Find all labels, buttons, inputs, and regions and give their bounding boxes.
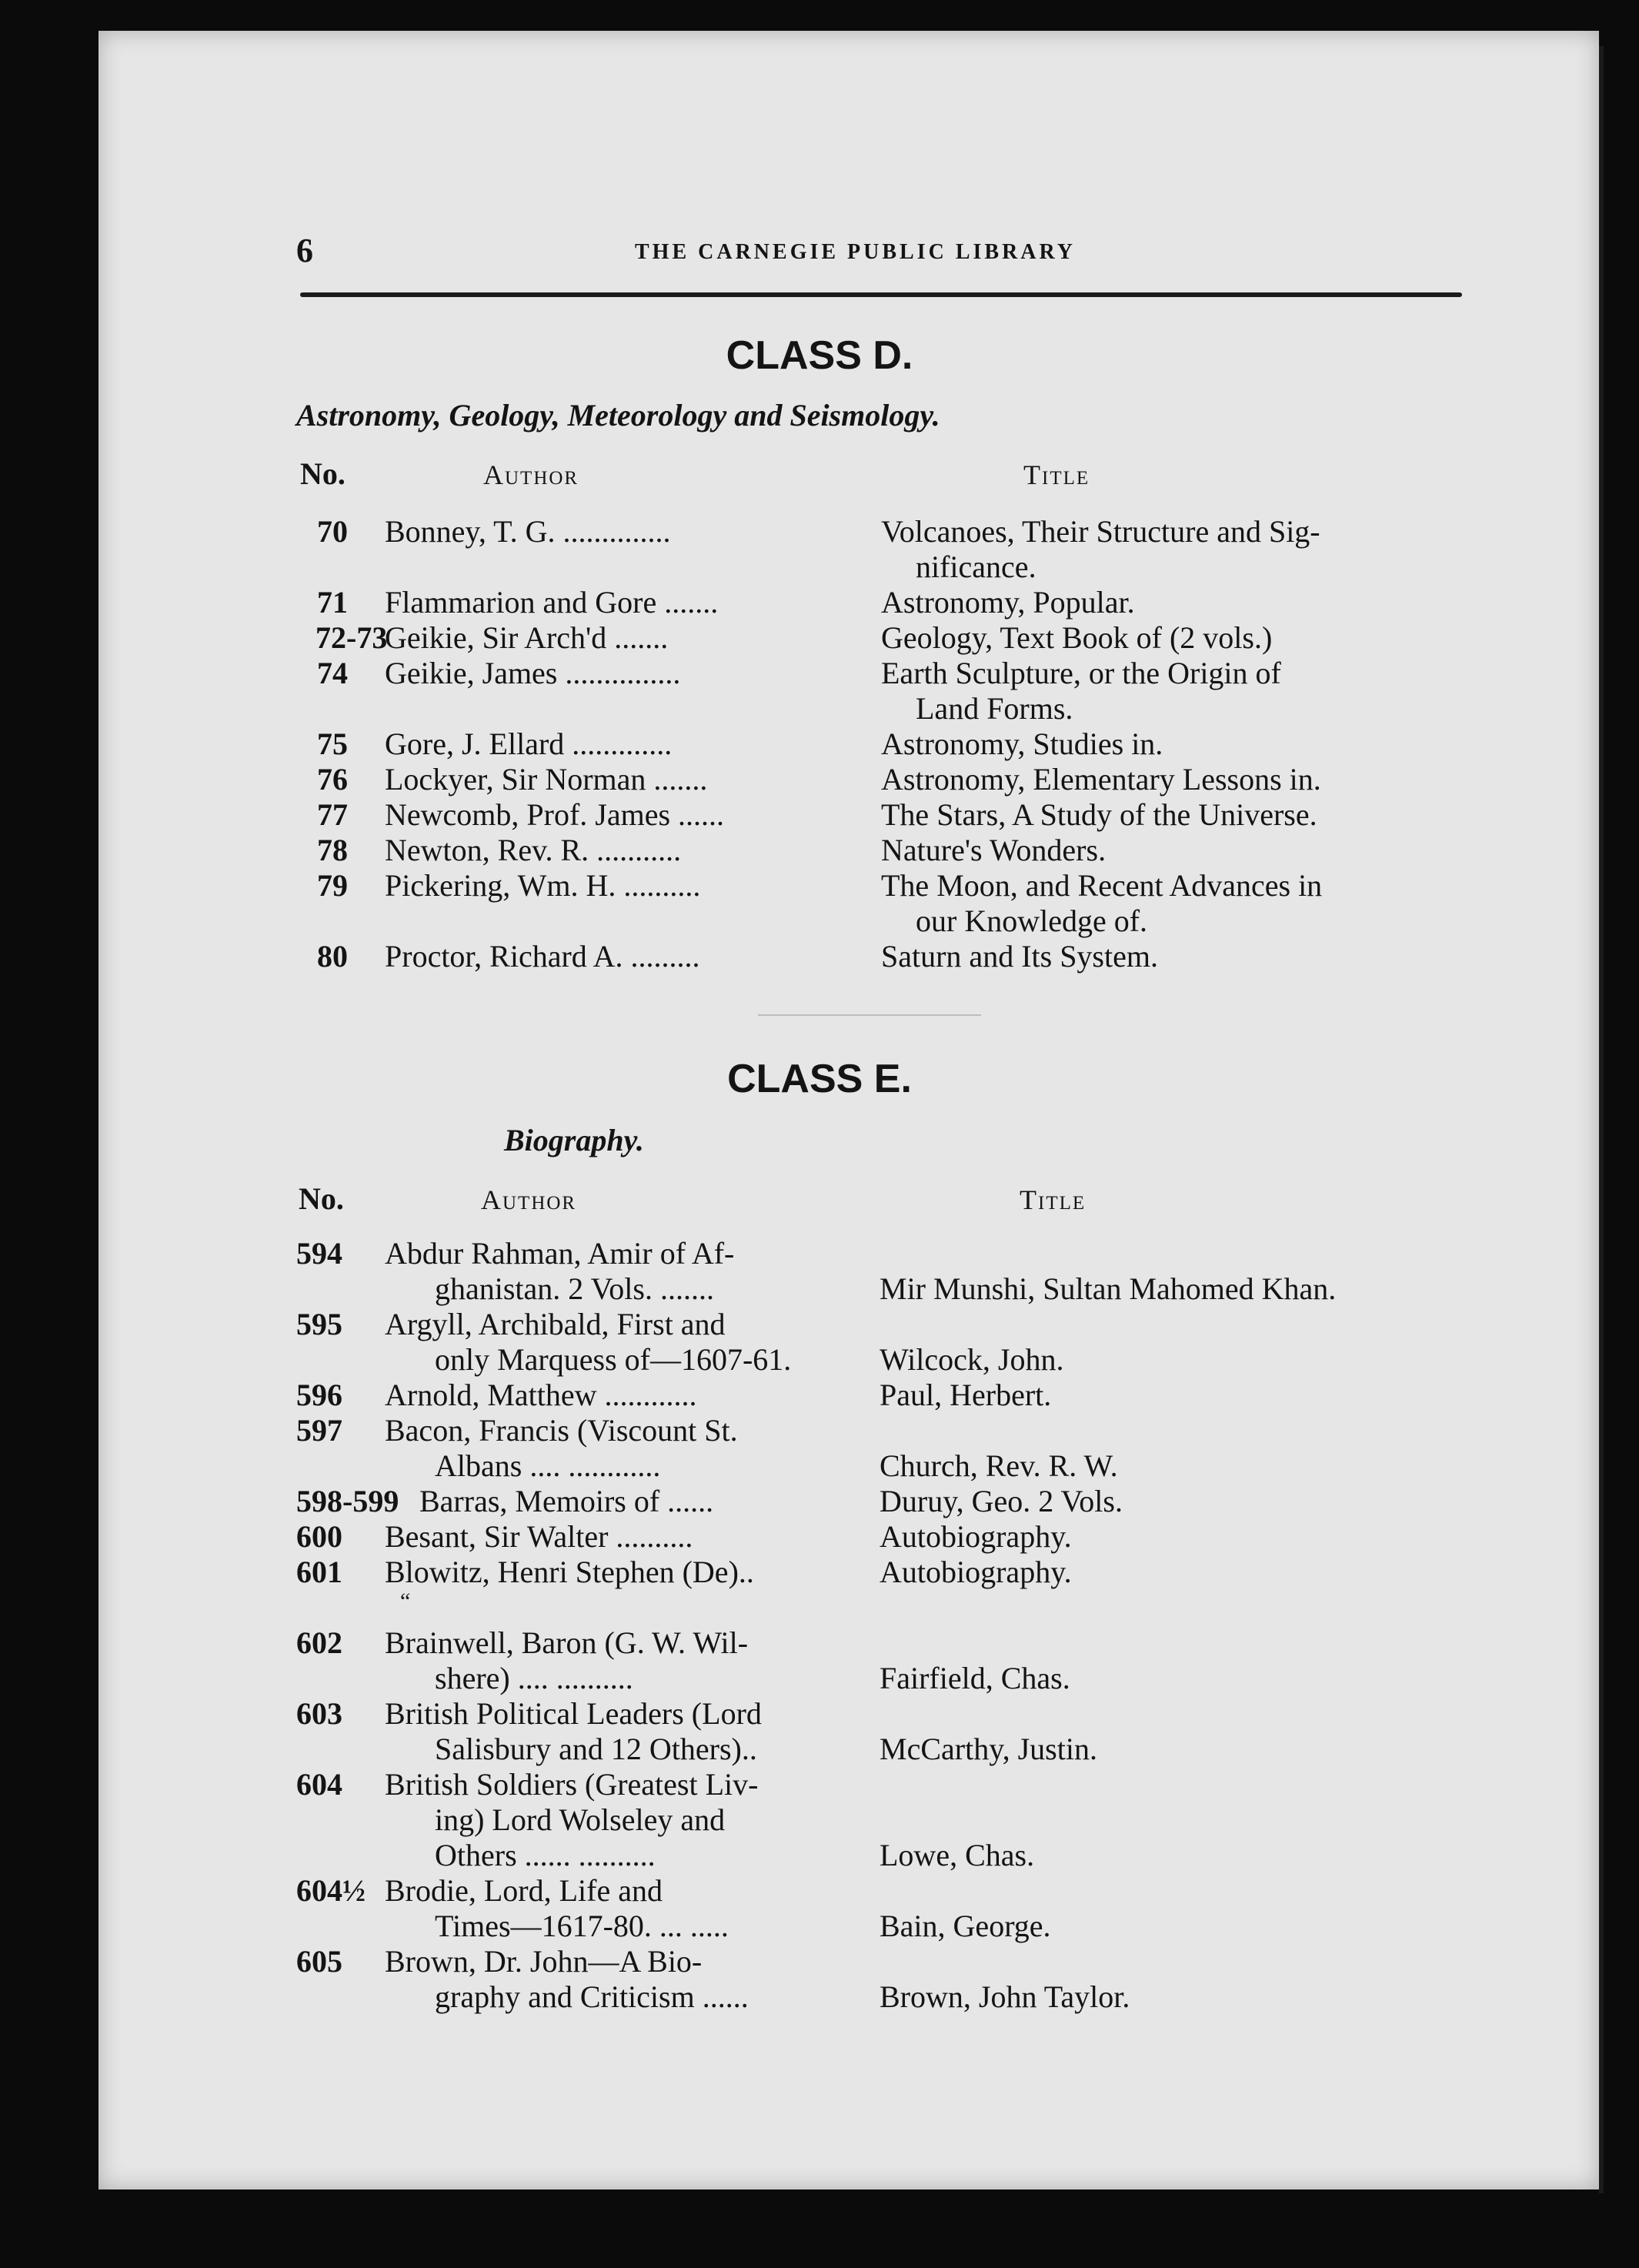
entry-author: Proctor, Richard A. ......... bbox=[385, 939, 700, 974]
entry-title: Brown, John Taylor. bbox=[880, 1979, 1130, 2014]
entry-author-continued: graphy and Criticism ...... bbox=[435, 1979, 749, 2014]
entry-author: British Political Leaders (Lord bbox=[385, 1696, 762, 1731]
class-e-subject: Biography. bbox=[504, 1123, 644, 1157]
entry-author-continued: Salisbury and 12 Others).. bbox=[435, 1732, 757, 1766]
page-number: 6 bbox=[296, 232, 313, 269]
class-d-subject: Astronomy, Geology, Meteorology and Seismology. bbox=[296, 398, 940, 433]
entry-number: 70 bbox=[317, 514, 348, 549]
entry-title: The Moon, and Recent Advances in bbox=[881, 868, 1323, 903]
entry-number: 76 bbox=[317, 762, 348, 797]
entry-author: Brainwell, Baron (G. W. Wil- bbox=[385, 1625, 749, 1660]
entry-number: 604½ bbox=[296, 1873, 366, 1908]
entry-title-continued: Land Forms. bbox=[916, 691, 1073, 726]
entry-title: Autobiography. bbox=[880, 1555, 1072, 1589]
entry-author: Brodie, Lord, Life and bbox=[385, 1873, 663, 1908]
entry-author-continued: Others ...... .......... bbox=[435, 1838, 656, 1872]
class-e-col-title: Title bbox=[1020, 1184, 1087, 1215]
entry-author-continued: ing) Lord Wolseley and bbox=[435, 1802, 726, 1837]
entry-title: Saturn and Its System. bbox=[881, 939, 1158, 974]
entry-author: Gore, J. Ellard ............. bbox=[385, 726, 673, 761]
entry-author-continued: shere) .... .......... bbox=[435, 1661, 633, 1695]
entry-title-continued: nificance. bbox=[916, 549, 1036, 584]
entry-title: Duruy, Geo. 2 Vols. bbox=[880, 1484, 1123, 1518]
entry-number: 79 bbox=[317, 868, 348, 903]
entry-number: 602 bbox=[296, 1625, 342, 1660]
entry-author: Argyll, Archibald, First and bbox=[385, 1307, 726, 1341]
entry-author: Bonney, T. G. .............. bbox=[385, 514, 671, 549]
class-e-col-no: No. bbox=[299, 1181, 344, 1216]
ditto-mark: “ bbox=[400, 1588, 411, 1614]
running-head: THE CARNEGIE PUBLIC LIBRARY bbox=[635, 240, 1076, 264]
entry-title: Church, Rev. R. W. bbox=[880, 1448, 1118, 1483]
entry-title: Nature's Wonders. bbox=[881, 833, 1107, 867]
class-d-col-title: Title bbox=[1023, 459, 1090, 490]
entry-number: 71 bbox=[317, 585, 348, 620]
entry-author: Geikie, Sir Arch'd ....... bbox=[385, 620, 669, 655]
entry-author-continued: Times—1617-80. ... ..... bbox=[435, 1909, 729, 1943]
entry-number: 72-73 bbox=[315, 620, 388, 655]
entry-author: Flammarion and Gore ....... bbox=[385, 585, 719, 620]
entry-author: Barras, Memoirs of ...... bbox=[419, 1484, 714, 1518]
entry-author: British Soldiers (Greatest Liv- bbox=[385, 1767, 759, 1802]
entry-number: 595 bbox=[296, 1307, 342, 1341]
entry-author: Blowitz, Henri Stephen (De).. bbox=[385, 1555, 754, 1589]
entry-title: Mir Munshi, Sultan Mahomed Khan. bbox=[880, 1271, 1337, 1306]
entry-number: 604 bbox=[296, 1767, 342, 1802]
entry-number: 600 bbox=[296, 1519, 342, 1554]
entry-title: Astronomy, Studies in. bbox=[881, 726, 1163, 761]
entry-title: Astronomy, Popular. bbox=[881, 585, 1135, 620]
entry-title: Fairfield, Chas. bbox=[880, 1661, 1070, 1695]
entry-number: 77 bbox=[317, 797, 348, 832]
section-divider bbox=[758, 1014, 981, 1016]
entry-author: Arnold, Matthew ............ bbox=[385, 1378, 697, 1412]
entry-author: Abdur Rahman, Amir of Af- bbox=[385, 1236, 735, 1271]
entry-title-continued: our Knowledge of. bbox=[916, 904, 1148, 938]
entry-number: 601 bbox=[296, 1555, 342, 1589]
entry-title: Autobiography. bbox=[880, 1519, 1072, 1554]
entry-number: 74 bbox=[317, 656, 348, 690]
entry-author: Newton, Rev. R. ........... bbox=[385, 833, 682, 867]
entry-author: Brown, Dr. John—A Bio- bbox=[385, 1944, 703, 1979]
entry-title: The Stars, A Study of the Universe. bbox=[881, 797, 1317, 832]
entry-number: 75 bbox=[317, 726, 348, 761]
entry-author-continued: ghanistan. 2 Vols. ....... bbox=[435, 1271, 714, 1306]
class-d-col-author: Author bbox=[483, 459, 579, 490]
entry-title: Geology, Text Book of (2 vols.) bbox=[881, 620, 1273, 655]
entry-number: 598-599 bbox=[296, 1484, 399, 1518]
entry-author: Newcomb, Prof. James ...... bbox=[385, 797, 725, 832]
entry-title: McCarthy, Justin. bbox=[880, 1732, 1097, 1766]
header-rule bbox=[300, 292, 1462, 297]
entry-title: Volcanoes, Their Structure and Sig- bbox=[881, 514, 1320, 549]
entry-title: Lowe, Chas. bbox=[880, 1838, 1035, 1872]
class-d-col-no: No. bbox=[300, 456, 345, 491]
page-header bbox=[296, 231, 1462, 277]
entry-title: Astronomy, Elementary Lessons in. bbox=[881, 762, 1321, 797]
entry-title: Paul, Herbert. bbox=[880, 1378, 1052, 1412]
entry-number: 80 bbox=[317, 939, 348, 974]
entry-title: Wilcock, John. bbox=[880, 1342, 1064, 1377]
entry-number: 597 bbox=[296, 1413, 342, 1448]
entry-number: 594 bbox=[296, 1236, 342, 1271]
entry-author: Lockyer, Sir Norman ....... bbox=[385, 762, 708, 797]
entry-author: Bacon, Francis (Viscount St. bbox=[385, 1413, 738, 1448]
class-e-heading: CLASS E. bbox=[727, 1057, 912, 1101]
entry-author: Geikie, James ............... bbox=[385, 656, 681, 690]
entry-author: Besant, Sir Walter .......... bbox=[385, 1519, 693, 1554]
entry-number: 603 bbox=[296, 1696, 342, 1731]
entry-title: Earth Sculpture, or the Origin of bbox=[881, 656, 1281, 690]
entry-author-continued: Albans .... ............ bbox=[435, 1448, 661, 1483]
class-e-col-author: Author bbox=[481, 1184, 577, 1215]
entry-title: Bain, George. bbox=[880, 1909, 1051, 1943]
class-d-heading: CLASS D. bbox=[726, 333, 913, 378]
entry-author: Pickering, Wm. H. .......... bbox=[385, 868, 701, 903]
entry-number: 596 bbox=[296, 1378, 342, 1412]
entry-number: 605 bbox=[296, 1944, 342, 1979]
entry-author-continued: only Marquess of—1607-61. bbox=[435, 1342, 792, 1377]
entry-number: 78 bbox=[317, 833, 348, 867]
